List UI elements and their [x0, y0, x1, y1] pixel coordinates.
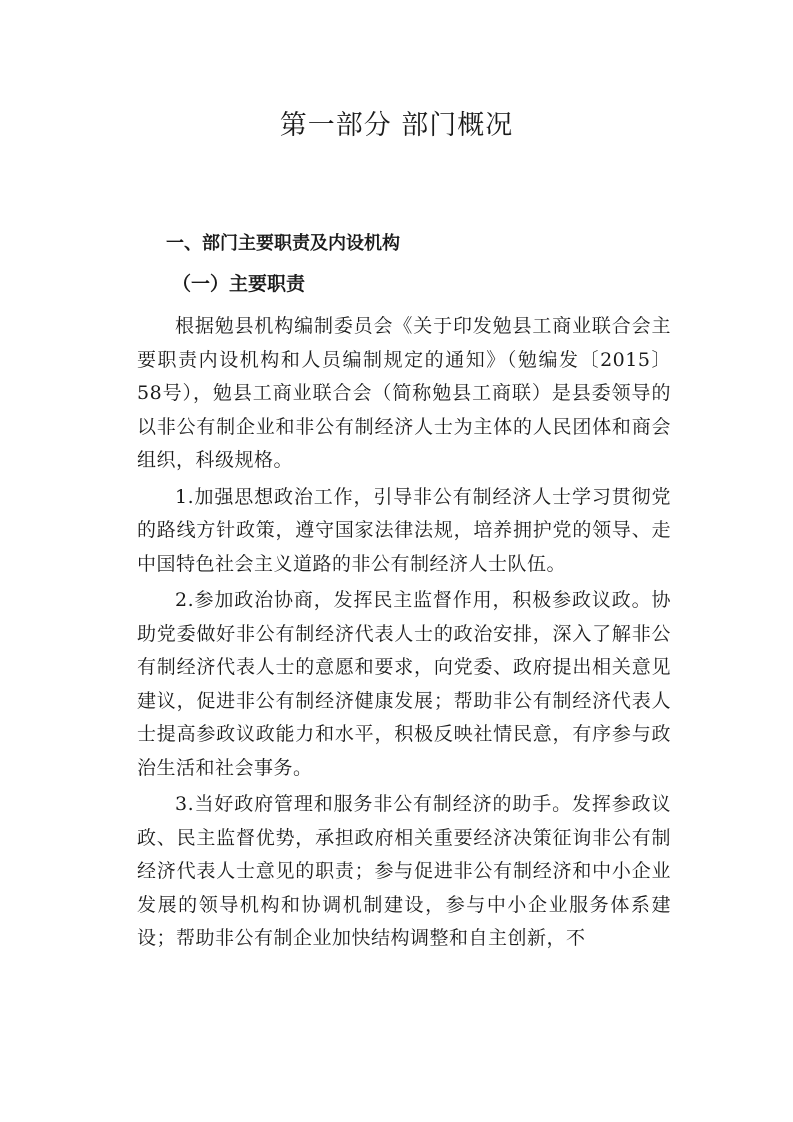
paragraph-intro: 根据勉县机构编制委员会《关于印发勉县工商业联合会主要职责内设机构和人员编制规定的通知》（勉编发〔2015〕58号），勉县工商业联合会（简称勉县工商联）是县委领导的以非公有制企业和非公有制经济人士为主体的人民团体和商会组织，科级规格。: [137, 315, 671, 471]
paragraph-duty-1: 1.加强思想政治工作，引导非公有制经济人士学习贯彻党的路线方针政策，遵守国家法律法规，培养拥护党的领导、走中国特色社会主义道路的非公有制经济人士队伍。: [137, 485, 671, 575]
page-title: 第一部分 部门概况: [279, 110, 514, 141]
section-heading: 一、部门主要职责及内设机构: [166, 233, 400, 254]
body-text: [137, 310, 671, 959]
sub-heading-main-duties: （一）主要职责: [172, 273, 306, 295]
paragraph-duty-3: 3.当好政府管理和服务非公有制经济的助手。发挥参政议政、民主监督优势，承担政府相关重要经济决策征询非公有制经济代表人士意见的职责；参与促进非公有制经济和中小企业发展的领导机构和协调机制建设，参与中小企业服务体系建设；帮助非公有制企业加快结构调整和自主创新，不: [137, 793, 671, 949]
paragraph-duty-2: 2.参加政治协商，发挥民主监督作用，积极参政议政。协助党委做好非公有制经济代表人士的政治安排，深入了解非公有制经济代表人士的意愿和要求，向党委、政府提出相关意见建议，促进非公有制经济健康发展；帮助非公有制经济代表人士提高参政议政能力和水平，积极反映社情民意，有序参与政治生活和社会事务。: [137, 589, 671, 779]
